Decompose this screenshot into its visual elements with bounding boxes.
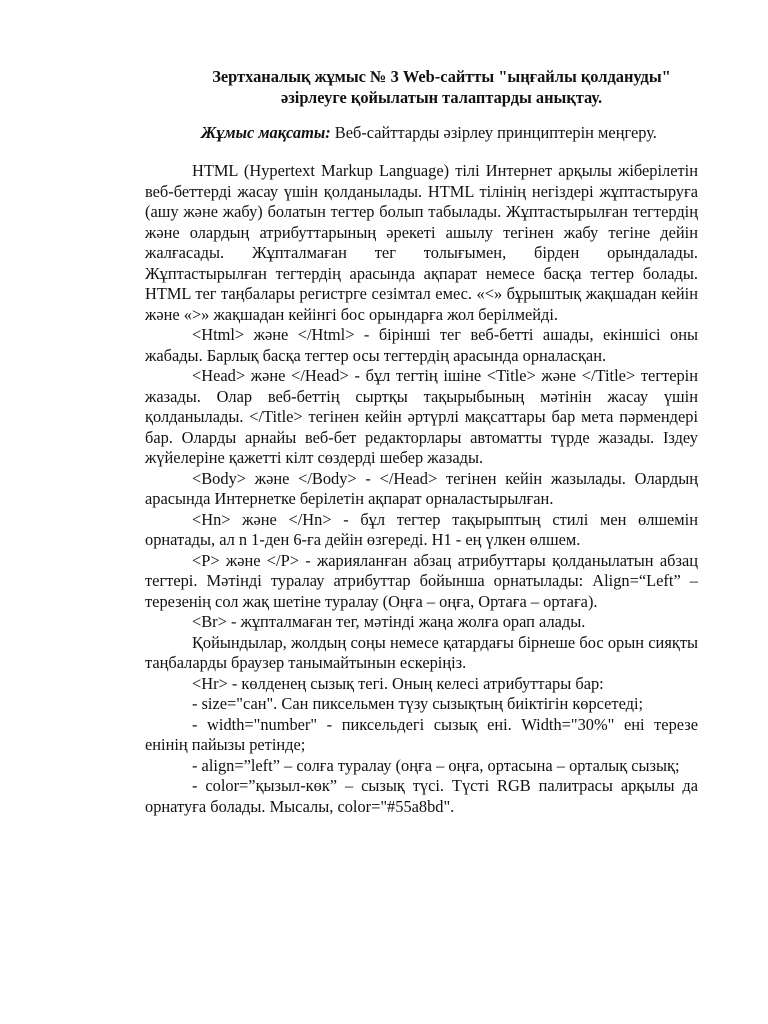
title-line-2: әзірлеуге қойылатын талаптарды анықтау. bbox=[280, 88, 603, 107]
paragraph-body-tag: <Body> және </Body> - </Head> тегінен кейін жазылады. Олардың арасында Интернетке берілетін ақпарат орналастырылған. bbox=[145, 468, 698, 508]
paragraph-hn-tag: <Hn> және </Hn> - бұл тегтер тақырыптың стилі мен өлшемін орнатады, ал n 1-ден 6-ға дейін өзгереді. H1 - ең үлкен өлшем. bbox=[145, 509, 698, 549]
paragraph-head-tag: <Head> және </Head> - бұл тегтің ішіне <Title> және </Title> тегтерін жазады. Олар веб-беттің сыртқы тақырыбының мәтінін жасау үшін қолданылады. </Title> тегінен кейін әртүрлі мақсаттары бар мета пәрмендері бар. Оларды арнайы веб-бет редакторлары автоматты түрде жазады. Іздеу жүйелеріне қажетті кілт сөздерді шебер жазады. bbox=[145, 366, 698, 467]
paragraph-html-tag: <Html> және </Html> - бірінші тег веб-бетті ашады, екіншісі оны жабады. Барлық басқа тегтер осы тегтердің арасында орналасқан. bbox=[145, 325, 698, 365]
work-goal-label: Жұмыс мақсаты: bbox=[201, 123, 331, 142]
list-item-size: - size="сан". Сан пиксельмен түзу сызықтың биіктігін көрсетеді; bbox=[192, 694, 644, 713]
paragraph-hr-tag: <Hr> - көлденең сызық тегі. Оның келесі атрибуттары бар: bbox=[192, 673, 604, 693]
paragraph-whitespace-note: Қойындылар, жолдың соңы немесе қатардағы бірнеше бос орын сияқты таңбаларды браузер танымайтынын ескеріңіз. bbox=[145, 632, 698, 672]
paragraph-br-tag: <Br> - жұпталмаған тег, мәтінді жаңа жолға орап алады. bbox=[192, 612, 586, 631]
work-goal bbox=[145, 122, 698, 143]
paragraph-p-tag: <P> және </P> - жарияланған абзац атрибуттары қолданылатын абзац тегтері. Мәтінді туралау атрибуттар бойынша орнатылады: Align=“Left” – терезенің сол жақ шетіне туралау (Оңға – оңға, Ортаға – ортаға). bbox=[145, 550, 698, 611]
page-title bbox=[145, 66, 698, 108]
work-goal-text: Веб-сайттарды әзірлеу принциптерін меңгеру. bbox=[330, 123, 657, 142]
list-item-align: - align=”left” – солға туралау (оңға – оңға, ортасына – орталық сызық; bbox=[192, 755, 680, 775]
paragraph-html-intro: HTML (Hypertext Markup Language) тілі Интернет арқылы жіберілетін веб-беттерді жасау үшін қолданылады. HTML тілінің негіздері жұптастыруға (ашу және жабу) болатын тегтер болып табылады. Жұптастырылған тегтердің және олардың атрибуттарының әрекеті ашылу тегінен жабу тегіне дейін жалғасады. Жұпталмаған тег толығымен, бірден орындалады. Жұптастырылған тегтердің арасында ақпарат немесе басқа тегтер болады. HTML тег таңбалары регистрге сезімтал емес. «<» бұрыштық жақшадан кейін және «>» жақшадан кейінгі бос орындарға жол берілмейді. bbox=[145, 161, 698, 324]
list-item-width: - width="number" - пиксельдегі сызық ені. Width="30%" ені терезе енінің пайызы ретінде; bbox=[145, 714, 698, 754]
document-body bbox=[145, 161, 698, 817]
title-line-1: Зертханалық жұмыс № 3 Web-сайтты "ыңғайлы қолдануды" bbox=[212, 67, 671, 86]
list-item-color: - color=”қызыл-көк” – сызық түсі. Түсті RGB палитрасы арқылы да орнатуға болады. Мысалы, color="#55a8bd". bbox=[145, 776, 698, 816]
